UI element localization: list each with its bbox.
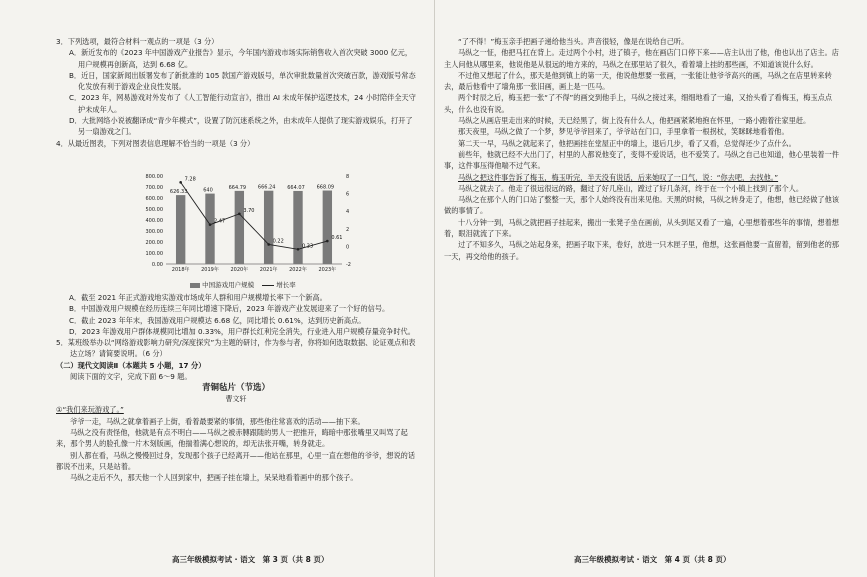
- x-tick-label: 2018年: [171, 267, 190, 273]
- bar: [176, 195, 185, 264]
- question-4-option-b: B．中国游戏用户规模在经历连续三年同比增速下降后，2023 年游戏产业发展迎来了一个好的信号。: [69, 304, 390, 314]
- story-paragraph: 第二天一早，马纵之就起来了，他把画挂在堂屋正中的墙上，退后几步，看了又看，总觉得还少了点什么。: [458, 138, 796, 148]
- story-paragraph: 马纵之走后不久，那天他一个人回到家中，把画子挂在墙上，呆呆地看着画中的那个孩子。: [70, 473, 358, 483]
- story-paragraph: 别人都在看，马纵之慢慢回过身，发现那个孩子已经离开——他站在那里，心里一直在想他的爷爷，想说的话都说不出来，只是站着。: [56, 450, 416, 471]
- x-tick-label: 2023年: [318, 267, 337, 273]
- growth-rate-point: [209, 223, 212, 226]
- question-3-option-b: B．近日，国家新闻出版署发布了新批准的 105 款国产游戏版号，单次审批数量首次突破百款，游戏版号常态化发放有利于游戏企业良性发展。: [69, 70, 416, 92]
- legend-line-swatch: [262, 285, 274, 286]
- story-paragraph: 两个时辰之后，梅玉把一张“了不得”的画交到他手上，马纵之接过来，细细地看了一遍，又抬头看了看梅玉，梅玉点点头，什么也没有说。: [444, 93, 833, 114]
- growth-rate-point: [238, 213, 241, 216]
- story-paragraph: 马纵之在那个人的门口站了整整一天，那个人始终没有出来见他。天黑的时候，马纵之转身走了，他想，他已经做了他该做的事情了。: [444, 195, 839, 216]
- story-paragraph: 十八分钟一到，马纵之就把画子挂起来，搬出一张凳子坐在画前，从头到尾又看了一遍，心里想着那些年的事情，想着想着，眼泪就流了下来。: [444, 217, 839, 239]
- question-3-option-a: A．新近发布的《2023 年中国游戏产业报告》显示，今年国内游戏市场实际销售收入首次突破 3000 亿元，用户规模再创新高，达到 6.68 亿。: [69, 48, 413, 69]
- growth-rate-label: 3.70: [243, 207, 255, 214]
- legend-bar-swatch: [190, 283, 200, 288]
- bar: [264, 191, 273, 264]
- y-tick-label: 300.00: [145, 229, 163, 235]
- story-paragraph: 不过他又想起了什么，那天是他到镇上的第一天，他说他想要一张画，一张能让他爷爷高兴的画，马纵之在店里转来转去，最后他看中了墙角那一张旧画，画上是一匹马。: [444, 70, 832, 92]
- story-paragraph: 马纵之从画店里走出来的时候，天已经黑了，街上没有什么人，他把画紧紧地抱在怀里，一路小跑着往家里赶。: [458, 116, 811, 126]
- question-4-stem: 4．从最近图表，下列对图表信息理解不恰当的一项是（3 分）: [56, 138, 255, 148]
- growth-rate-point: [326, 240, 329, 243]
- story-paragraph: 爷爷一走，马纵之就拿着画子上街，看着最要紧的事情，那些他往常喜欢的活动——抽下来。: [70, 416, 365, 426]
- story-paragraph: 过了不知多久，马纵之站起身来，把画子取下来，卷好，放进一只木匣子里，他想，这张画他要一直留着，留到他老的那一天，再交给他的孩子。: [444, 240, 839, 261]
- y-tick-label: 0.00: [151, 262, 163, 268]
- story-continuation: [444, 36, 846, 262]
- y-tick-label: 700.00: [145, 185, 163, 191]
- bar: [323, 191, 332, 264]
- x-tick-label: 2019年: [201, 267, 219, 273]
- bar-value-label: 668.09: [316, 184, 335, 191]
- y2-tick-label: -2: [346, 262, 351, 268]
- bar-value-label: 664.79: [228, 184, 247, 191]
- question-4-option-a: A．截至 2021 年正式游戏地实游戏市场成年人群和用户规模增长率下一个新高。: [69, 293, 327, 302]
- story-paragraph: 那天夜里，马纵之做了一个梦，梦见爷爷回来了，爷爷站在门口，手里拿着一根拐杖，笑眯眯地看着他。: [458, 127, 789, 137]
- y2-tick-label: 0: [346, 244, 350, 251]
- x-tick-label: 2020年: [230, 267, 249, 273]
- y-tick-label: 100.00: [145, 251, 163, 257]
- y2-tick-label: 6: [346, 191, 350, 198]
- y-tick-label: 800.00: [145, 174, 163, 180]
- left-page-footer: 高三年级模拟考试 · 语文 第 3 页（共 8 页）: [172, 555, 329, 564]
- bar-value-label: 640: [203, 187, 213, 194]
- growth-rate-point: [267, 243, 270, 246]
- story-author: 曹文轩: [225, 395, 247, 404]
- question-4-option-d: D．2023 年游戏用户群体规模同比增加 0.33%，用户群长红利完全消失，行业进入用户规模存量竞争时代。: [69, 326, 415, 336]
- bar-value-label: 664.07: [287, 184, 305, 191]
- story-title: 青铜毡片（节选）: [201, 383, 270, 394]
- story-paragraph: “了不得！”梅玉亲手把画子递给他当头。声音很轻，像是在说给自己听。: [458, 37, 689, 46]
- growth-rate-point: [179, 181, 182, 184]
- growth-rate-label: 0.33: [302, 243, 314, 250]
- chart-legend: [190, 280, 296, 289]
- story-paragraph: ①“我们来玩游戏了。”: [56, 405, 124, 415]
- section-instruction: 阅读下面的文字，完成下面 6～9 题。: [70, 372, 192, 382]
- question-4-option-c: C．截止 2023 年年末，我国游戏用户规模达 6.68 亿，同比增长 0.61%，达到历史新高点。: [69, 315, 366, 325]
- x-tick-label: 2022年: [289, 267, 307, 273]
- growth-rate-label: 0.61: [331, 235, 343, 242]
- growth-rate-point: [297, 248, 300, 251]
- growth-rate-label: 2.47: [214, 218, 226, 225]
- story-paragraph: 马纵之一怔，他把马扛在背上。走过两个小村，进了镇子，他在画店门口停下来——店主认出了他，他也认出了店主。店主人问他从哪里来，他说他是从很远的地方来的，马纵之在那里站了很久，看着墙上挂的那些画，不知道该说什么好。: [444, 48, 839, 69]
- story-paragraph: 马纵之就去了。他走了很远很远的路，翻过了好几座山，蹚过了好几条河，终于在一个小镇上找到了那个人。: [458, 183, 804, 193]
- story-paragraph: 马纵之没有责怪他，他就是有点不明白——马纵之被赤膊跟随的男人一把推开，晦暗中那张嘴里又叫骂了起来，那个男人的脸孔像一片木刻版画，他揣着满心想说的，却无法张开嘴，转身就走。: [56, 427, 408, 449]
- bar-value-label: 626.33: [169, 189, 188, 196]
- bar: [293, 191, 302, 264]
- legend-bar-label: 中国游戏用户规模: [202, 281, 255, 289]
- question-3-option-d: D．大批网络小说被翻译成“青少年模式”，设置了防沉迷系统之外，由未成年人提供了现实游戏娱乐，打开了另一扇游戏之门。: [69, 116, 413, 137]
- y2-tick-label: 4: [346, 209, 350, 216]
- question-3: [56, 36, 416, 149]
- story-paragraph: 前些年，他就已经不大出门了，村里的人都说他变了，变得不爱说话，也不爱笑了。马纵之自己也知道，他心里装着一件事，这件事压得他喘不过气来。: [444, 149, 839, 171]
- y-tick-label: 200.00: [145, 240, 163, 246]
- y2-tick-label: 2: [346, 226, 350, 233]
- right-page: [434, 0, 867, 577]
- growth-rate-label: 7.28: [184, 176, 196, 183]
- question-5-stem: 5．某班级举办以“网络游戏影响力研究/深度探究”为主题的研讨，作为参与者，你将如何选取数据、论证观点和表达立场？请简要说明。（6 分）: [56, 338, 416, 359]
- right-page-footer: 高三年级模拟考试 · 语文 第 4 页（共 8 页）: [574, 555, 731, 564]
- bar: [235, 191, 244, 264]
- y-tick-label: 600.00: [145, 196, 163, 202]
- bar: [205, 194, 214, 264]
- question-4-options: [56, 292, 416, 483]
- story-paragraph: 马纵之把这件事告诉了梅玉，梅玉听完，半天没有说话，后来她叹了一口气，说：“你去吧，去找他。”: [458, 172, 779, 182]
- legend-line-label: 增长率: [276, 281, 296, 289]
- question-3-stem: 3．下列选项，最符合材料一观点的一项是（3 分）: [56, 37, 219, 46]
- section-heading: （二）现代文阅读Ⅱ（本题共 5 小题，17 分）: [56, 360, 206, 370]
- user-scale-chart: [132, 168, 370, 278]
- growth-rate-label: 0.22: [272, 238, 284, 245]
- y-tick-label: 500.00: [145, 207, 163, 213]
- bar-value-label: 666.24: [257, 184, 276, 191]
- question-3-option-c: C．2023 年，网易游戏对外发布了《人工智能行动宣言》，推出 AI 未成年保护巡逻技术，24 小时陪伴全天守护未成年人。: [69, 93, 416, 114]
- x-tick-label: 2021年: [259, 267, 278, 273]
- y2-tick-label: 8: [346, 174, 350, 180]
- y-tick-label: 400.00: [145, 218, 163, 224]
